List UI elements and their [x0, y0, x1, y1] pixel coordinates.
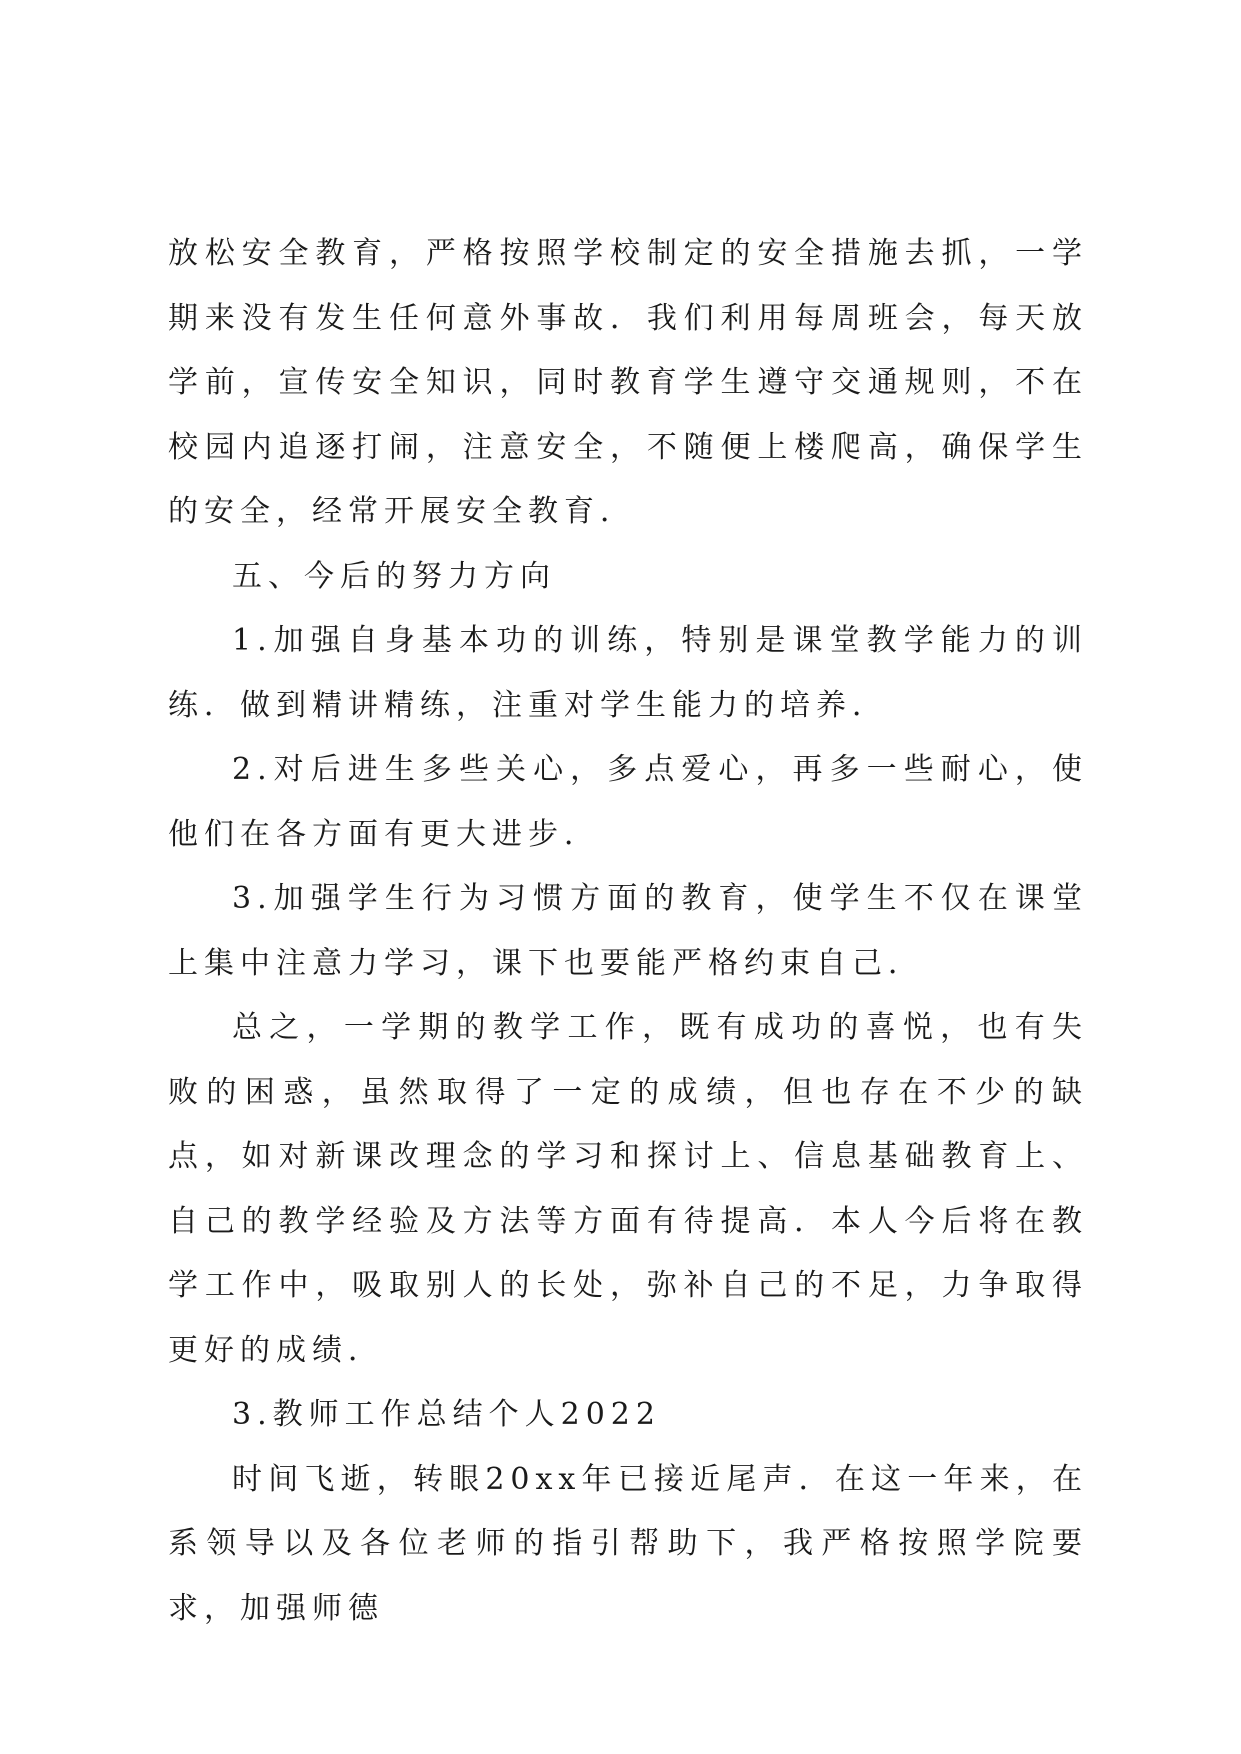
section-title-teacher-summary: 3.教师工作总结个人2022 — [232, 1397, 661, 1432]
list-item-3: 3.加强学生行为习惯方面的教育，使学生不仅在课堂上集中注意力学习，课下也要能严格约束自己． — [168, 881, 1088, 981]
paragraph-intro: 时间飞逝，转眼20xx年已接近尾声．在这一年来，在系领导以及各位老师的指引帮助下，我严格按照学院要求，加强师德 — [168, 1461, 1088, 1626]
paragraph-summary: 总之，一学期的教学工作，既有成功的喜悦，也有失败的困惑，虽然取得了一定的成绩，但也存在不少的缺点，如对新课改理念的学习和探讨上、信息基础教育上、自己的教学经验及方法等方面有待提高．本人今后将在教学工作中，吸取别人的长处，弥补自己的不足，力争取得更好的成绩． — [168, 1010, 1088, 1368]
list-item-2: 2.对后进生多些关心，多点爱心，再多一些耐心，使他们在各方面有更大进步． — [168, 752, 1088, 852]
document-body — [168, 222, 1088, 1641]
section-heading-future-direction: 五、今后的努力方向 — [232, 558, 556, 594]
list-item-1: 1.加强自身基本功的训练，特别是课堂教学能力的训练．做到精讲精练，注重对学生能力的培养． — [168, 623, 1088, 723]
paragraph-safety-education: 放松安全教育，严格按照学校制定的安全措施去抓，一学期来没有发生任何意外事故．我们利用每周班会，每天放学前，宣传安全知识，同时教育学生遵守交通规则，不在校园内追逐打闹，注意安全，不随便上楼爬高，确保学生的安全，经常开展安全教育． — [168, 236, 1088, 529]
